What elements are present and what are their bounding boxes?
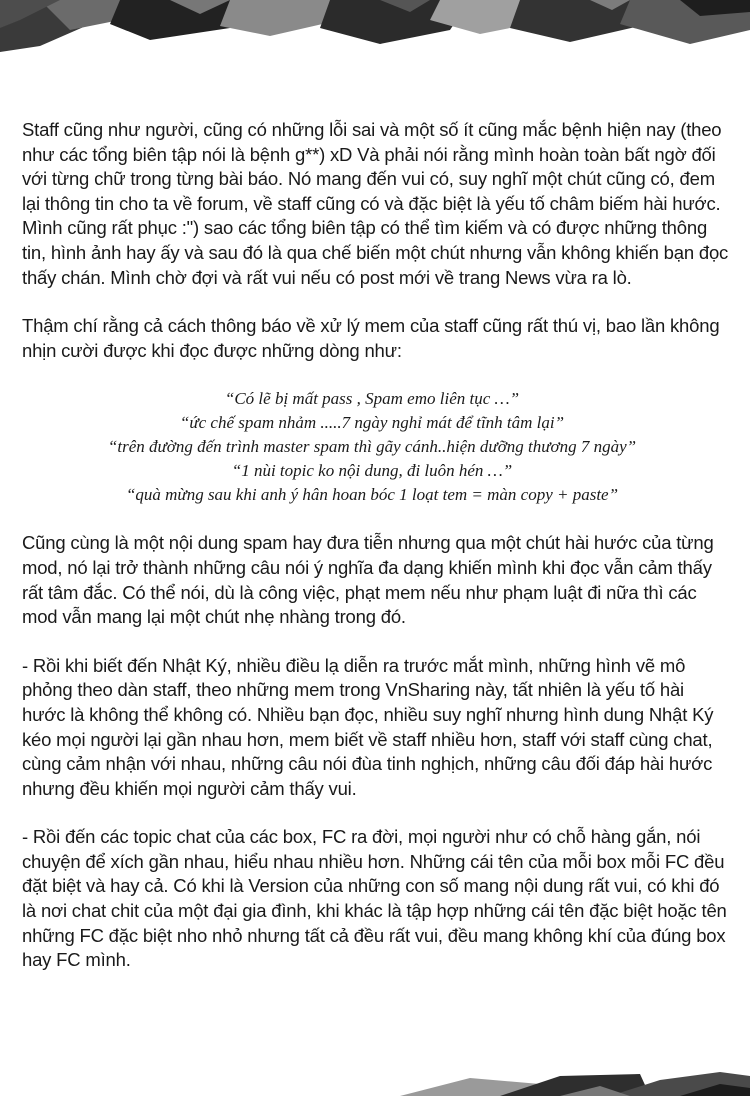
paragraph-nhat-ky: - Rồi khi biết đến Nhật Ký, nhiều điều lạ diễn ra trước mắt mình, những hình vẽ mô phỏng theo dàn staff, theo những mem trong VnSharing này, tất nhiên là yếu tố hài hước là không thể không có. Nhiều bạn đọc, nhiều suy nghĩ nhưng hình dung Nhật Ký kéo mọi người lại gần nhau hơn, mem biết về staff nhiều hơn, staff với staff cùng chat, cùng cảm nhận với nhau, những câu nói đùa tinh nghịch, những câu đối đáp hài hước nhưng đều khiến mọi người cảm thấy vui. — [22, 654, 714, 799]
quote-line: “quà mừng sau khi anh ý hân hoan bóc 1 loạt tem = màn copy + paste” — [125, 485, 619, 505]
bottom-border-decoration — [0, 1066, 750, 1096]
paragraph-topic-chat: - Rồi đến các topic chat của các box, FC ra đời, mọi người như có chỗ hàng gắn, nói chuyện để xích gần nhau, hiểu nhau nhiều hơn. Những cái tên của mỗi box mỗi FC đều đặt biệt và hay cả. Có khi là Version của những con số mang nội dung rất vui, có khi đó là nơi chat chit của một đại gia đình, khi khác là tập hợp những cái tên đặc biệt hoặc tên những FC đặc biệt nho nhỏ nhưng tất cả đều rất vui, đều mang không khí của đúng box hay FC mình. — [22, 826, 727, 971]
paragraph-intro: Staff cũng như người, cũng có những lỗi sai và một số ít cũng mắc bệnh hiện nay (theo như các tổng biên tập nói là bệnh g**) xD Và phải nói rằng mình hoàn toàn bất ngờ đối với từng chữ trong từng bài báo. Nó mang đến vui có, suy nghĩ một chút cũng có, đem lại thông tin cho ta về forum, về staff cũng có và đặc biệt là yếu tố châm biếm hài hước. Mình cũng rất phục :") sao các tổng biên tập có thể tìm kiếm và có được những thông tin, hình ảnh hay ấy và sau đó là qua chế biến một chút nhưng vẫn không khiến bạn đọc thấy chán. Mình chờ đợi và rất vui nếu có post mới về trang News vừa ra lò. — [22, 119, 729, 288]
paragraph-mod-humor: Cũng cùng là một nội dung spam hay đưa tiễn nhưng qua một chút hài hước của từng mod, nó lại trở thành những câu nói ý nghĩa đa dạng khiến mình khi đọc vẫn cảm thấy rất tâm đắc. Có thể nói, dù là công việc, phạt mem nếu như phạm luật đi nữa thì các mod vẫn mang lại một chút nhẹ nhàng trong đó. — [22, 532, 714, 628]
paragraph-notice: Thậm chí rằng cả cách thông báo về xử lý mem của staff cũng rất thú vị, bao lần không nhịn cười được khi đọc được những dòng như: — [22, 315, 720, 361]
top-border-decoration — [0, 0, 750, 56]
quote-line: “1 nùi topic ko nội dung, đi luôn hén …” — [231, 461, 513, 481]
quote-line: “Có lẽ bị mất pass , Spam emo liên tục …” — [224, 389, 520, 409]
article-body — [22, 118, 732, 997]
quote-line: “ức chế spam nhảm .....7 ngày nghỉ mát để tĩnh tâm lại” — [179, 413, 565, 433]
quote-line: “trên đường đến trình master spam thì gãy cánh..hiện dưỡng thương 7 ngày” — [107, 437, 637, 457]
quote-list — [22, 387, 732, 507]
